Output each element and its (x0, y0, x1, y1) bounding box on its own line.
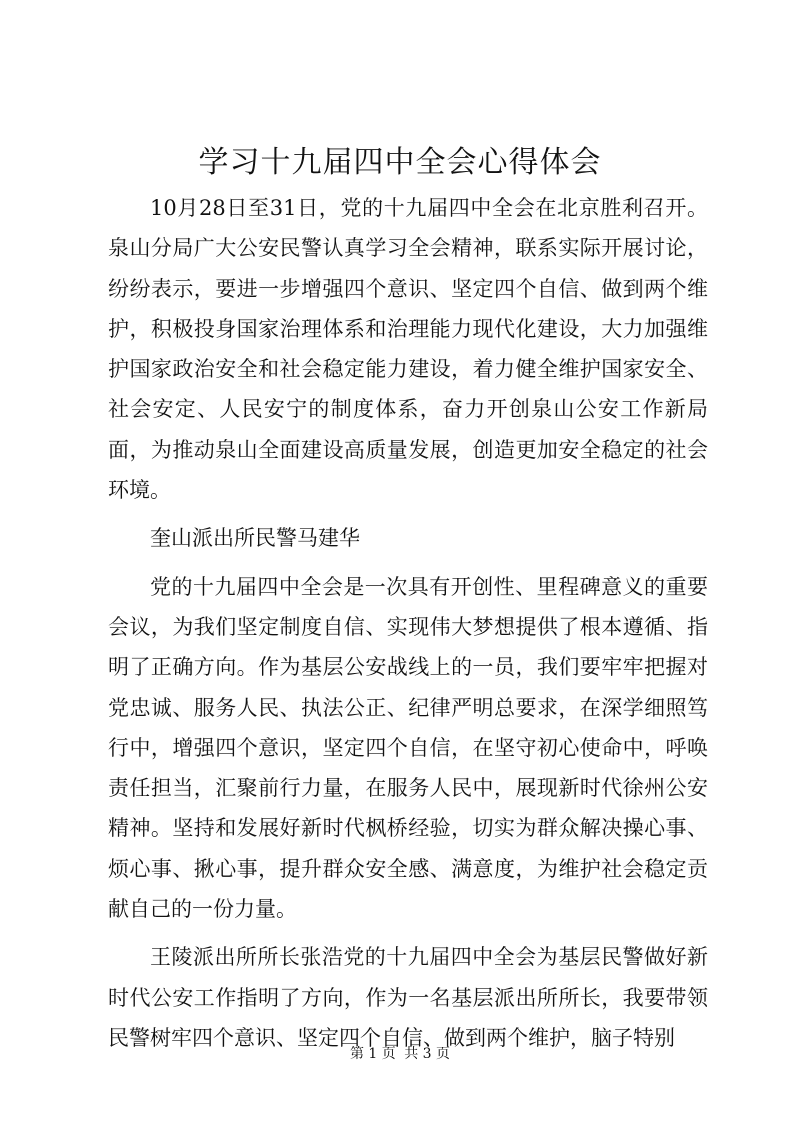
document-body (108, 188, 708, 1058)
document-title: 学习十九届四中全会心得体会 (198, 145, 602, 180)
page-total: 共 3 页 (404, 1046, 451, 1062)
paragraph-zhang-statement: 王陵派出所所长张浩党的十九届四中全会为基层民警做好新时代公安工作指明了方向，作为一名基层派出所所长，我要带领民警树牢四个意识、坚定四个自信、做到两个维护，脑子特别 (108, 945, 708, 1050)
paragraph-intro: 10月28日至31日，党的十九届四中全会在北京胜利召开。泉山分局广大公安民警认真学习全会精神，联系实际开展讨论，纷纷表示，要进一步增强四个意识、坚定四个自信、做到两个维护，积极投身国家治理体系和治理能力现代化建设，大力加强维护国家政治安全和社会稳定能力建设，着力健全维护国家安全、社会安定、人民安宁的制度体系，奋力开创泉山公安工作新局面，为推动泉山全面建设高质量发展，创造更加安全稳定的社会环境。 (108, 196, 708, 503)
paragraph-ma-statement: 党的十九届四中全会是一次具有开创性、里程碑意义的重要会议，为我们坚定制度自信、实现伟大梦想提供了根本遵循、指明了正确方向。作为基层公安战线上的一员，我们要牢牢把握对党忠诚、服务人民、执法公正、纪律严明总要求，在深学细照笃行中，增强四个意识，坚定四个自信，在坚守初心使命中，呼唤责任担当，汇聚前行力量，在服务人民中，展现新时代徐州公安精神。坚持和发展好新时代枫桥经验，切实为群众解决操心事、烦心事、揪心事，提升群众安全感、满意度，为维护社会稳定贡献自己的一份力量。 (108, 574, 708, 922)
paragraph-author-ma: 奎山派出所民警马建华 (150, 526, 360, 551)
page-number: 第 1 页 (349, 1046, 396, 1062)
page-footer (0, 1044, 800, 1064)
